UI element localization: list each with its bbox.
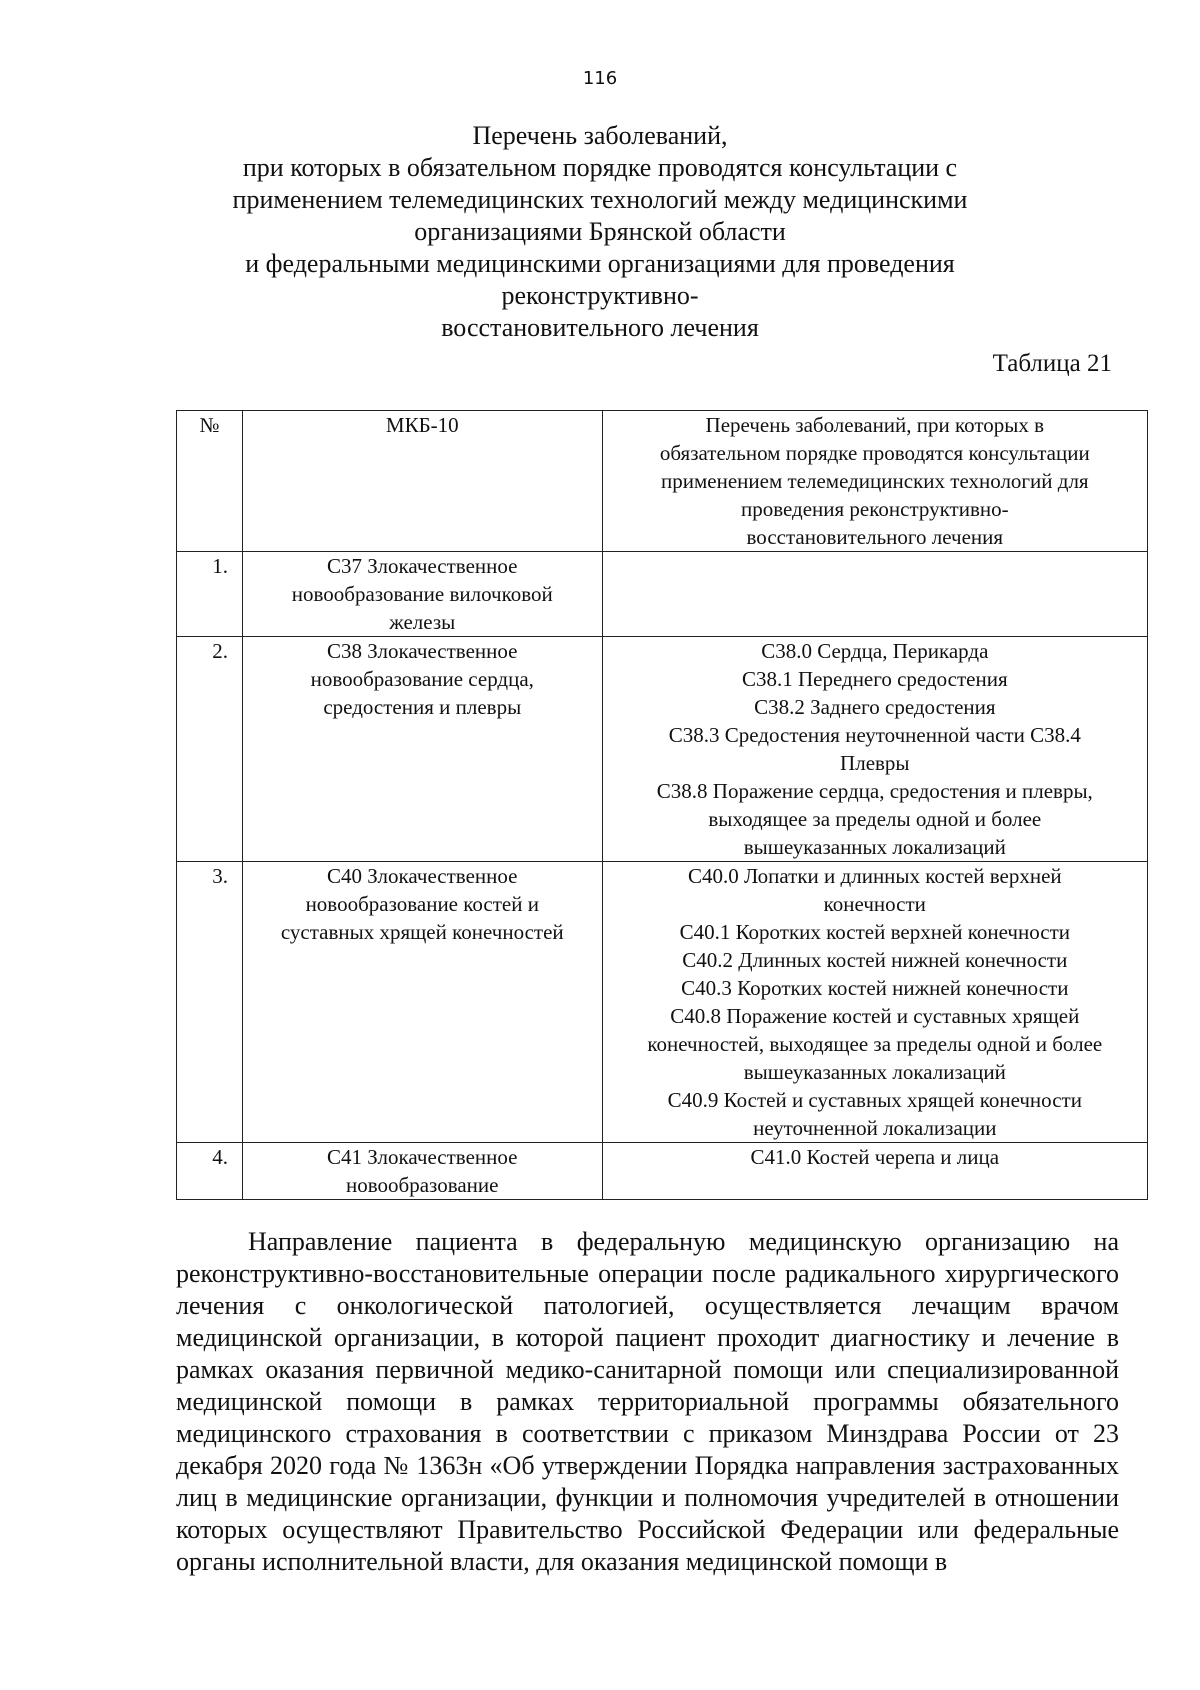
header-list-line: Перечень заболеваний, при которых в [705, 413, 1045, 437]
row-icd [242, 862, 602, 1143]
list-line: Плевры [840, 751, 910, 775]
row-num: 1. [177, 552, 243, 637]
title-line: применением телемедицинских технологий между медицинскими [232, 185, 968, 214]
list-line: конечности [823, 892, 926, 916]
icd-line: С38 Злокачественное [327, 639, 518, 663]
list-line: С40.3 Коротких костей нижней конечности [681, 976, 1069, 1000]
icd-line: новообразование вилочковой [291, 582, 553, 606]
icd-line: новообразование костей и [305, 892, 539, 916]
list-line: С38.0 Сердца, Перикарда [761, 639, 989, 663]
header-num: № [177, 411, 243, 552]
list-line: С38.1 Переднего средостения [741, 667, 1008, 691]
document-title [200, 120, 1000, 344]
list-line: вышеуказанных локализаций [743, 1060, 1006, 1084]
title-line: и федеральными медицинскими организациями для проведения [245, 249, 955, 278]
table-header-row [177, 411, 1148, 552]
list-line: С40.9 Костей и суставных хрящей конечности [667, 1088, 1082, 1112]
page-number: 116 [582, 68, 618, 89]
row-num: 2. [177, 637, 243, 862]
title-line: Перечень заболеваний, [472, 121, 728, 150]
title-line: реконструктивно- [501, 281, 699, 310]
header-list [602, 411, 1147, 552]
header-list-line: применением телемедицинских технологий для [661, 469, 1089, 493]
list-line: С40.1 Коротких костей верхней конечности [679, 920, 1070, 944]
row-list [602, 862, 1147, 1143]
table-row [177, 637, 1148, 862]
icd-line: С40 Злокачественное [327, 864, 518, 888]
header-list-line: обязательном порядке проводятся консультации [659, 441, 1090, 465]
row-list [602, 1143, 1147, 1200]
diseases-table [176, 410, 1148, 1200]
table-label: Таблица 21 [992, 350, 1112, 377]
row-icd [242, 1143, 602, 1200]
row-num: 3. [177, 862, 243, 1143]
table-row [177, 862, 1148, 1143]
header-icd: МКБ-10 [242, 411, 602, 552]
list-line: С40.8 Поражение костей и суставных хрящей [670, 1004, 1080, 1028]
row-num: 4. [177, 1143, 243, 1200]
title-line: восстановительного лечения [441, 313, 759, 342]
list-line: выходящее за пределы одной и более [708, 807, 1042, 831]
row-list [602, 637, 1147, 862]
list-line: С38.2 Заднего средостения [754, 695, 996, 719]
icd-line: новообразование сердца, [310, 667, 534, 691]
icd-line: С37 Злокачественное [327, 554, 518, 578]
list-line: С41.0 Костей черепа и лица [750, 1145, 1000, 1169]
body-paragraph: Направление пациента в федеральную медицинскую организацию на реконструктивно-восстановительные операции после радикального хирургического лечения с онкологической патологией, осуществляется лечащим врачом медицинской организации, в которой пациент проходит диагностику и лечение в рамках оказания первичной медико-санитарной помощи или специализированной медицинской помощи в рамках территориальной программы обязательного медицинского страхования в соответствии с приказом Минздрава России от 23 декабря 2020 года № 1363н «Об утверждении Порядка направления застрахованных лиц в медицинские организации, функции и полномочия учредителей в отношении которых осуществляют Правительство Российской Федерации или федеральные органы исполнительной власти, для оказания медицинской помощи в [176, 1227, 1119, 1576]
table-row [177, 552, 1148, 637]
table-row [177, 1143, 1148, 1200]
header-list-line: восстановительного лечения [746, 525, 1004, 549]
icd-line: С41 Злокачественное [327, 1145, 518, 1169]
row-icd [242, 637, 602, 862]
icd-line: суставных хрящей конечностей [280, 920, 564, 944]
header-list-line: проведения реконструктивно- [740, 497, 1009, 521]
title-line: организациями Брянской области [414, 217, 786, 246]
list-line: неуточненной локализации [753, 1116, 997, 1140]
icd-line: железы [389, 610, 456, 634]
list-line: вышеуказанных локализаций [743, 835, 1006, 859]
icd-line: новообразование [346, 1173, 499, 1197]
icd-line: средостения и плевры [323, 695, 522, 719]
list-line: С38.3 Средостения неуточненной части С38.4 [668, 723, 1081, 747]
row-list [602, 552, 1147, 637]
list-line: С38.8 Поражение сердца, средостения и плевры, [656, 779, 1093, 803]
row-icd [242, 552, 602, 637]
list-line: конечностей, выходящее за пределы одной и более [647, 1032, 1103, 1056]
list-line: С40.0 Лопатки и длинных костей верхней [687, 864, 1062, 888]
title-line: при которых в обязательном порядке проводятся консультации с [242, 153, 958, 182]
list-line: С40.2 Длинных костей нижней конечности [682, 948, 1068, 972]
